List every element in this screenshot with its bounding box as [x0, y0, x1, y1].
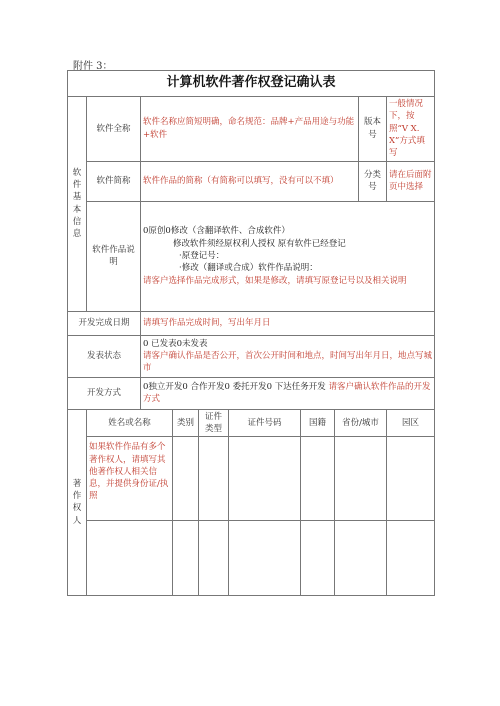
section-basic-info-label: 软件基本信息 — [68, 97, 87, 312]
work-description-field[interactable] — [141, 201, 435, 311]
owner-name-cell[interactable]: 如果软件作品有多个著作权人，请填写其他著作权人相关信息，并提供身份证/执照 — [87, 437, 173, 521]
owner-nationality-cell[interactable] — [301, 437, 335, 521]
publication-status-label: 发表状态 — [68, 335, 141, 377]
work-description-hint: 请客户选择作品完成形式，如果是修改，请填写原登记号以及相关说明 — [143, 275, 407, 286]
modification-authorization: 修改软件须经原权利人授权 原有软件已经登记 — [173, 238, 346, 249]
owner-type-cell[interactable] — [173, 437, 199, 521]
owner-id-type-cell-2[interactable] — [199, 521, 229, 596]
work-form-options[interactable]: 0原创0修改（含翻译软件、合成软件） — [143, 226, 290, 237]
completion-date-label: 开发完成日期 — [68, 311, 141, 335]
version-label: 版本号 — [359, 97, 387, 162]
original-registration-number: ·原登记号： — [179, 250, 225, 261]
short-name-label: 软件简称 — [87, 161, 141, 201]
owner-province-city-cell-2[interactable] — [335, 521, 387, 596]
category-label: 分类号 — [359, 161, 387, 201]
col-park-header: 园区 — [387, 409, 435, 437]
dev-method-field[interactable] — [141, 377, 435, 409]
version-field[interactable]: 一般情况下，按照“V X. X”方式填写 — [387, 97, 435, 162]
short-name-field[interactable]: 软件作品的简称（有简称可以填写，没有可以不填） — [141, 161, 359, 201]
modification-description: ·修改（翻译或合成）软件作品说明： — [179, 263, 318, 274]
dev-method-label: 开发方式 — [68, 377, 141, 409]
full-name-label: 软件全称 — [87, 97, 141, 162]
col-type-header: 类别 — [173, 409, 199, 437]
owner-park-cell-2[interactable] — [387, 521, 435, 596]
col-nationality-header: 国籍 — [301, 409, 335, 437]
col-province-city-header: 省份/城市 — [335, 409, 387, 437]
attachment-label: 附件 3： — [73, 61, 113, 72]
col-id-number-header: 证件号码 — [229, 409, 301, 437]
col-name-header: 姓名或名称 — [87, 409, 173, 437]
copyright-registration-form — [67, 70, 435, 596]
owner-id-number-cell-2[interactable] — [229, 521, 301, 596]
col-id-type-header: 证件类型 — [199, 409, 229, 437]
owner-province-city-cell[interactable] — [335, 437, 387, 521]
full-name-field[interactable]: 软件名称应简短明确，命名规范：品牌+产品用途与功能+软件 — [141, 97, 359, 162]
dev-method-options[interactable]: 0独立开发0 合作开发0 委托开发0 下达任务开发 — [143, 381, 326, 392]
owner-id-type-cell[interactable] — [199, 437, 229, 521]
form-title: 计算机软件著作权登记确认表 — [68, 71, 435, 97]
publication-hint: 请客户确认作品是否公开，首次公开时间和地点，时间写出年月日，地点写城市 — [143, 350, 433, 374]
publication-status-field[interactable] — [141, 335, 435, 377]
publication-options[interactable]: 0 已发表0未发表 — [143, 338, 208, 349]
owner-name-cell-2[interactable] — [87, 521, 173, 596]
owner-type-cell-2[interactable] — [173, 521, 199, 596]
completion-date-field[interactable]: 请填写作品完成时间，写出年月日 — [141, 311, 435, 335]
owner-id-number-cell[interactable] — [229, 437, 301, 521]
category-field[interactable]: 请在后面附页中选择 — [387, 161, 435, 201]
owners-section-label: 著作权人 — [68, 409, 87, 595]
owner-park-cell[interactable] — [387, 437, 435, 521]
dev-method-hint: 请客户确认软件作品的开发方式 — [143, 381, 431, 405]
owner-nationality-cell-2[interactable] — [301, 521, 335, 596]
work-description-label: 软件作品说明 — [87, 201, 141, 311]
